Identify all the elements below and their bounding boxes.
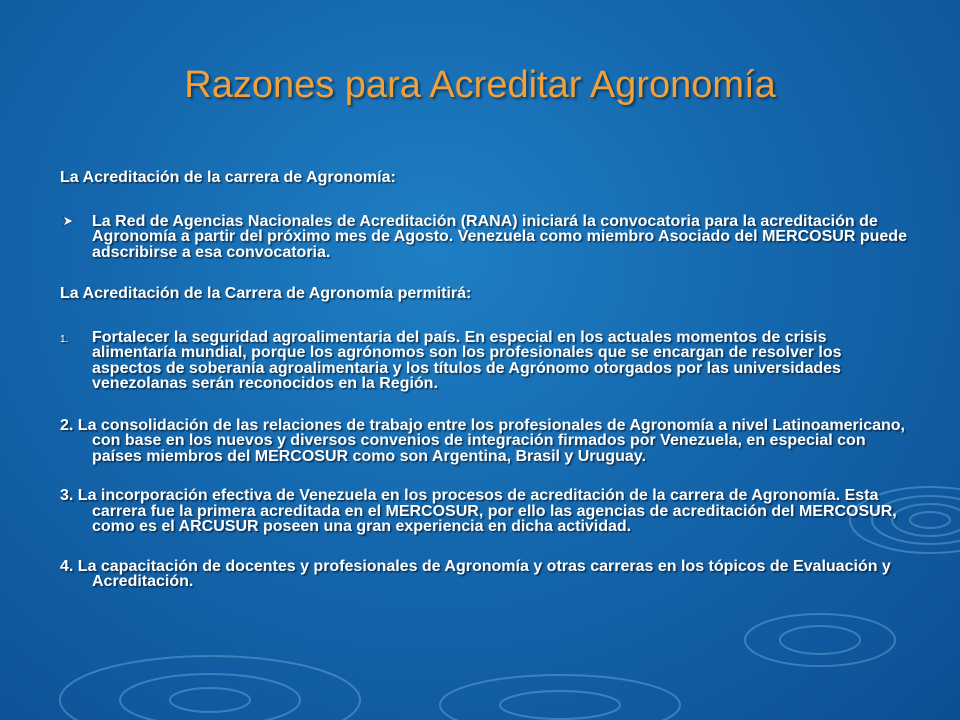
section-heading-accreditation: La Acreditación de la carrera de Agronomía: (60, 169, 396, 186)
arrow-bullet-icon (62, 215, 74, 227)
list-item-number: 1. (60, 333, 69, 345)
list-item-2: 2. La consolidación de las relaciones de trabajo entre los profesionales de Agronomía a nivel Latinoamericano, con base en los nuevos y diversos convenios de integración firmados por Venezuela, en especial con países miembros del MERCOSUR como son Argentina, Brasil y Uruguay. (60, 416, 905, 465)
bullet-item-text: La Red de Agencias Nacionales de Acreditación (RANA) iniciará la convocatoria para la acreditación de Agronomía a partir del próximo mes de Agosto. Venezuela como miembro Asociado del MERCOSUR puede adscribirse a esa convocatoria. (92, 212, 907, 261)
slide-title: Razones para Acreditar Agronomía (184, 64, 776, 106)
slide-content (60, 170, 910, 590)
list-item-text: Fortalecer la seguridad agroalimentaria del país. En especial en los actuales momentos de crisis alimentaría mundial, porque los agrónomos son los profesionales que se encargan de resolver los aspectos de soberanía agroalimentaria y los títulos de Agrónomo otorgados por las universidades venezolanas serán reconocidos en la Región. (92, 328, 842, 392)
list-item-4: 4. La capacitación de docentes y profesionales de Agronomía y otras carreras en los tópicos de Evaluación y Acreditación. (60, 557, 891, 590)
list-item-1 (60, 330, 910, 392)
bullet-item-rana (60, 214, 910, 261)
list-item-3: 3. La incorporación efectiva de Venezuela en los procesos de acreditación de la carrera de Agronomía. Esta carrera fue la primera acreditada en el MERCOSUR, por ello las agencias de acreditación del MERCOSUR, como es el ARCUSUR poseen una gran experiencia en dicha actividad. (60, 487, 897, 535)
section-heading-benefits: La Acreditación de la Carrera de Agronomía permitirá: (60, 285, 472, 302)
